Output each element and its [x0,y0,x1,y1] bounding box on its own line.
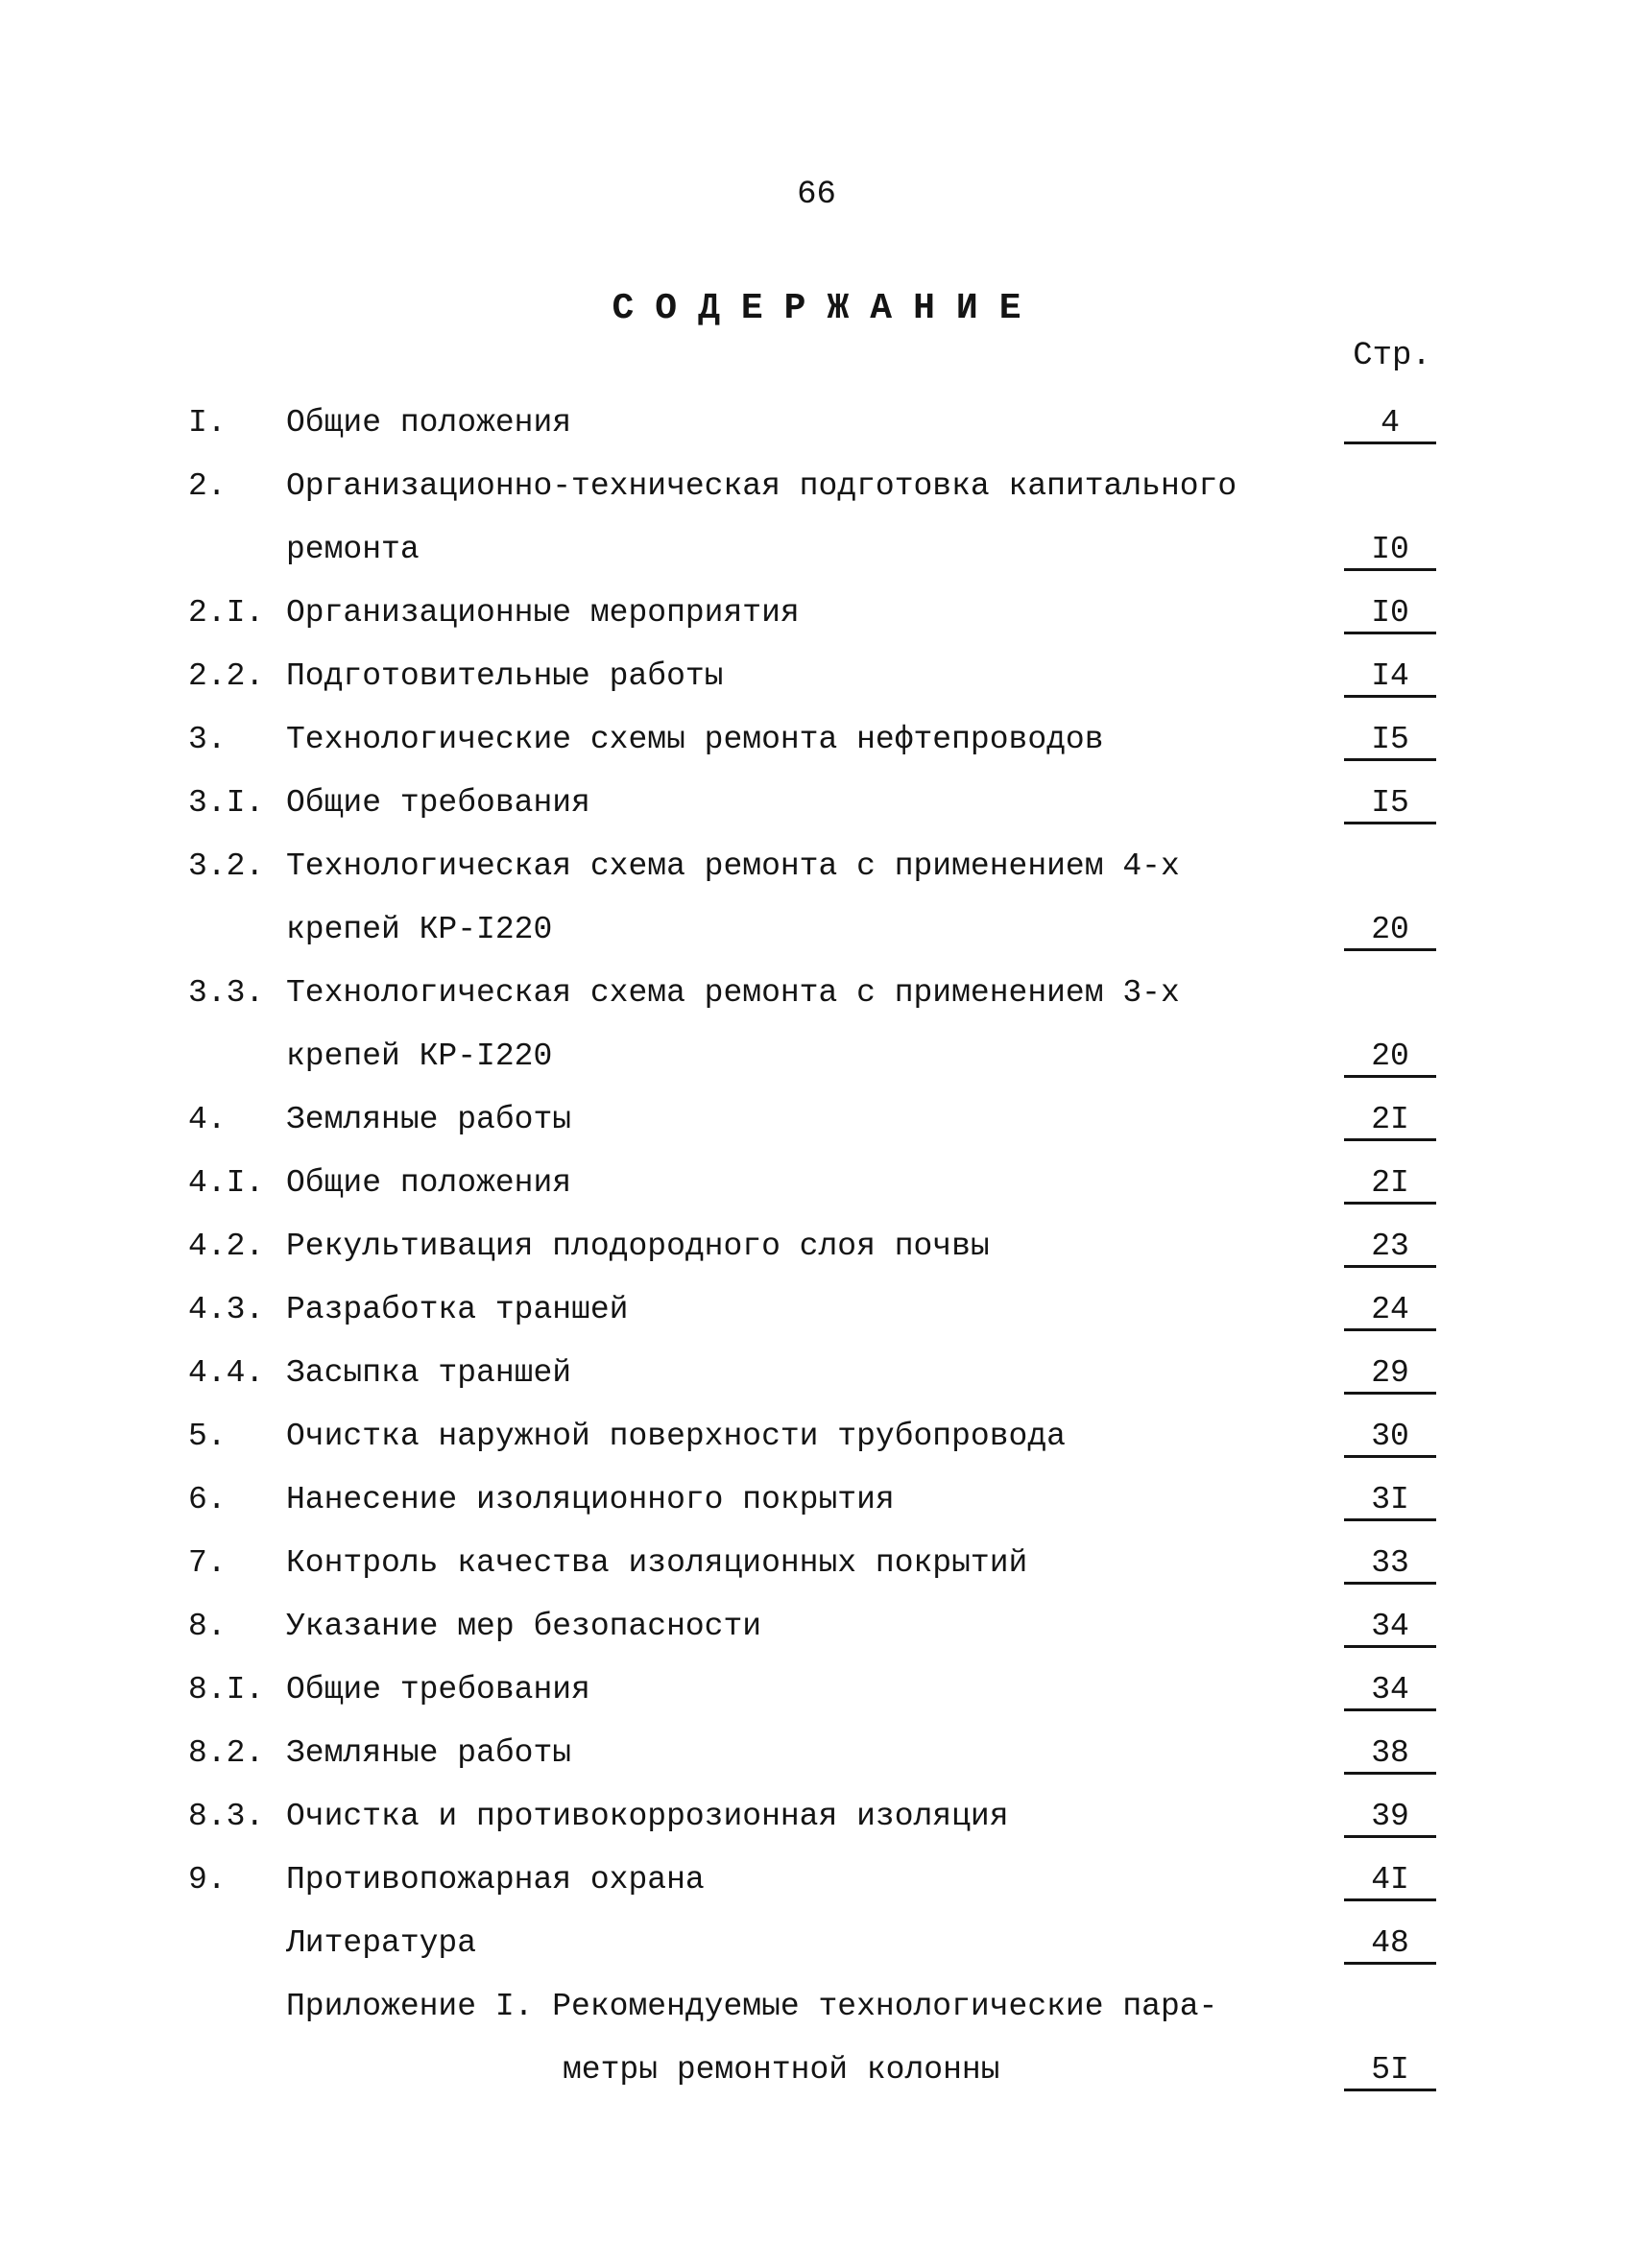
toc-entry-title: Противопожарная охрана [286,1862,705,1898]
toc-entry-page [1344,1785,1436,1849]
page-number-underline [1344,1265,1436,1268]
toc-entry-title: Организационные мероприятия [286,595,800,631]
page-column-header: Стр. [1353,338,1431,374]
toc-entry-number: 4. [188,1102,227,1137]
toc-entry [0,1215,1633,1278]
toc-entry-title: Приложение I. Рекомендуемые технологические пара- [286,1989,1218,2024]
toc-entry [0,898,1633,962]
toc-entry-number: I. [188,405,227,441]
toc-entry-number: 8.3. [188,1799,265,1834]
table-of-contents [0,392,1633,2102]
toc-entry-page [1344,1595,1436,1659]
toc-entry-page-number: 20 [1371,912,1409,947]
toc-entry-page-number: 2I [1371,1165,1409,1201]
page-number-underline [1344,1772,1436,1775]
toc-entry-page [1344,1215,1436,1278]
toc-entry-title: Рекультивация плодородного слоя почвы [286,1229,990,1264]
toc-entry-page [1344,2039,1436,2102]
toc-entry-number: 2. [188,468,227,504]
toc-entry [0,835,1633,898]
toc-entry [0,1595,1633,1659]
toc-entry-number: 3. [188,722,227,757]
toc-entry-page [1344,1912,1436,1975]
toc-entry-title: Засыпка траншей [286,1355,572,1391]
toc-entry-page-number: 48 [1371,1925,1409,1961]
toc-entry-page-number: 2I [1371,1102,1409,1137]
toc-entry-title: Технологическая схема ремонта с применением 4-х [286,848,1180,884]
toc-entry [0,1912,1633,1975]
toc-entry-page [1344,1152,1436,1215]
page-number-underline [1344,1138,1436,1141]
page-number-underline [1344,1898,1436,1901]
toc-entry [0,772,1633,835]
page-number-underline [1344,632,1436,634]
toc-entry-title: Технологическая схема ремонта с применением 3-х [286,975,1180,1011]
toc-entry [0,1152,1633,1215]
toc-entry-page-number: 5I [1371,2052,1409,2088]
toc-entry-page-number: 23 [1371,1229,1409,1264]
toc-entry-page-number: 34 [1371,1672,1409,1707]
toc-entry-page-number: 38 [1371,1735,1409,1771]
toc-entry-number: 4.2. [188,1229,265,1264]
page-number-underline [1344,822,1436,824]
toc-entry-page [1344,1659,1436,1722]
page-number-underline [1344,1202,1436,1205]
page-number-underline [1344,695,1436,698]
page-number-underline [1344,568,1436,571]
toc-entry-page-number: 34 [1371,1609,1409,1644]
toc-entry-page-number: I0 [1371,595,1409,631]
toc-entry [0,708,1633,772]
toc-entry-page-number: I5 [1371,722,1409,757]
toc-entry [0,1278,1633,1342]
toc-entry-page [1344,1849,1436,1912]
toc-entry-title: Технологические схемы ремонта нефтепроводов [286,722,1104,757]
toc-entry-page [1344,1468,1436,1532]
toc-entry-number: 3.2. [188,848,265,884]
page-number-underline [1344,1328,1436,1331]
toc-entry [0,1025,1633,1088]
toc-entry-page-number: 33 [1371,1545,1409,1581]
toc-entry-title: Земляные работы [286,1102,572,1137]
toc-entry-title: крепей КР-I220 [286,1039,553,1074]
page-number-underline [1344,1835,1436,1838]
page-number-underline [1344,1455,1436,1458]
toc-entry-page [1344,392,1436,455]
toc-entry-page-number: 20 [1371,1039,1409,1074]
toc-entry-page-number: I4 [1371,658,1409,694]
toc-entry [0,2039,1633,2102]
toc-entry-title: Литература [286,1925,477,1961]
toc-entry-page-number: 39 [1371,1799,1409,1834]
toc-entry-page [1344,708,1436,772]
toc-entry-page [1344,1342,1436,1405]
toc-entry [0,962,1633,1025]
page-title: СОДЕРЖАНИЕ [612,288,1043,329]
toc-entry [0,1785,1633,1849]
toc-entry-page [1344,1532,1436,1595]
toc-entry-number: 2.2. [188,658,265,694]
page-number-underline [1344,1645,1436,1648]
toc-entry-page [1344,1278,1436,1342]
toc-entry-title: Организационно-техническая подготовка капитального [286,468,1237,504]
toc-entry-page [1344,1722,1436,1785]
toc-entry-title: Контроль качества изоляционных покрытий [286,1545,1028,1581]
toc-entry-page-number: 3I [1371,1482,1409,1517]
toc-entry-title: Общие требования [286,785,590,821]
page-number-underline [1344,1708,1436,1711]
toc-entry-title: Указание мер безопасности [286,1609,762,1644]
toc-entry [0,1722,1633,1785]
page-number: 66 [797,177,836,213]
toc-entry-page [1344,645,1436,708]
toc-entry-number: 8.2. [188,1735,265,1771]
toc-entry-page-number: 30 [1371,1419,1409,1454]
toc-entry-title: Разработка траншей [286,1292,629,1327]
toc-entry-title: Очистка и противокоррозионная изоляция [286,1799,1009,1834]
toc-entry-number: 8. [188,1609,227,1644]
toc-entry-number: 3.I. [188,785,265,821]
page-number-underline [1344,948,1436,951]
page-number-underline [1344,442,1436,444]
toc-entry [0,582,1633,645]
toc-entry-number: 3.3. [188,975,265,1011]
toc-entry-number: 4.3. [188,1292,265,1327]
toc-entry [0,1405,1633,1468]
toc-entry [0,455,1633,518]
page-number-underline [1344,758,1436,761]
toc-entry-page [1344,1025,1436,1088]
toc-entry-page-number: 4 [1381,405,1400,441]
toc-entry-number: 7. [188,1545,227,1581]
toc-entry-title: Общие требования [286,1672,590,1707]
toc-entry-number: 4.4. [188,1355,265,1391]
toc-entry [0,1659,1633,1722]
toc-entry-page-number: I0 [1371,532,1409,567]
toc-entry-title: крепей КР-I220 [286,912,553,947]
toc-entry-page-number: I5 [1371,785,1409,821]
toc-entry-number: 8.I. [188,1672,265,1707]
toc-entry-page [1344,1405,1436,1468]
toc-entry [0,1849,1633,1912]
toc-entry-title: ремонта [286,532,420,567]
toc-entry-page-number: 4I [1371,1862,1409,1898]
toc-entry-page [1344,772,1436,835]
toc-entry-page [1344,898,1436,962]
toc-entry-title: Общие положения [286,1165,572,1201]
page-number-underline [1344,1582,1436,1585]
toc-entry [0,1532,1633,1595]
toc-entry-title: Земляные работы [286,1735,572,1771]
toc-entry-page [1344,582,1436,645]
toc-entry [0,392,1633,455]
toc-entry [0,645,1633,708]
toc-entry-number: 2.I. [188,595,265,631]
toc-entry-title: Нанесение изоляционного покрытия [286,1482,895,1517]
toc-entry-number: 4.I. [188,1165,265,1201]
page-number-underline [1344,1518,1436,1521]
page-number-underline [1344,1392,1436,1395]
toc-entry-page [1344,1088,1436,1152]
toc-entry-page-number: 29 [1371,1355,1409,1391]
toc-entry [0,1088,1633,1152]
toc-entry-title: метры ремонтной колонны [563,2052,1000,2088]
toc-entry [0,1975,1633,2039]
toc-entry-title: Подготовительные работы [286,658,724,694]
toc-entry [0,1342,1633,1405]
toc-entry-number: 6. [188,1482,227,1517]
toc-entry-title: Очистка наружной поверхности трубопровода [286,1419,1066,1454]
page-number-underline [1344,2089,1436,2091]
page-number-underline [1344,1075,1436,1078]
toc-entry-page [1344,518,1436,582]
toc-entry-number: 9. [188,1862,227,1898]
toc-entry [0,518,1633,582]
toc-entry-number: 5. [188,1419,227,1454]
toc-entry-page-number: 24 [1371,1292,1409,1327]
page-number-underline [1344,1962,1436,1965]
toc-entry-title: Общие положения [286,405,572,441]
toc-entry [0,1468,1633,1532]
